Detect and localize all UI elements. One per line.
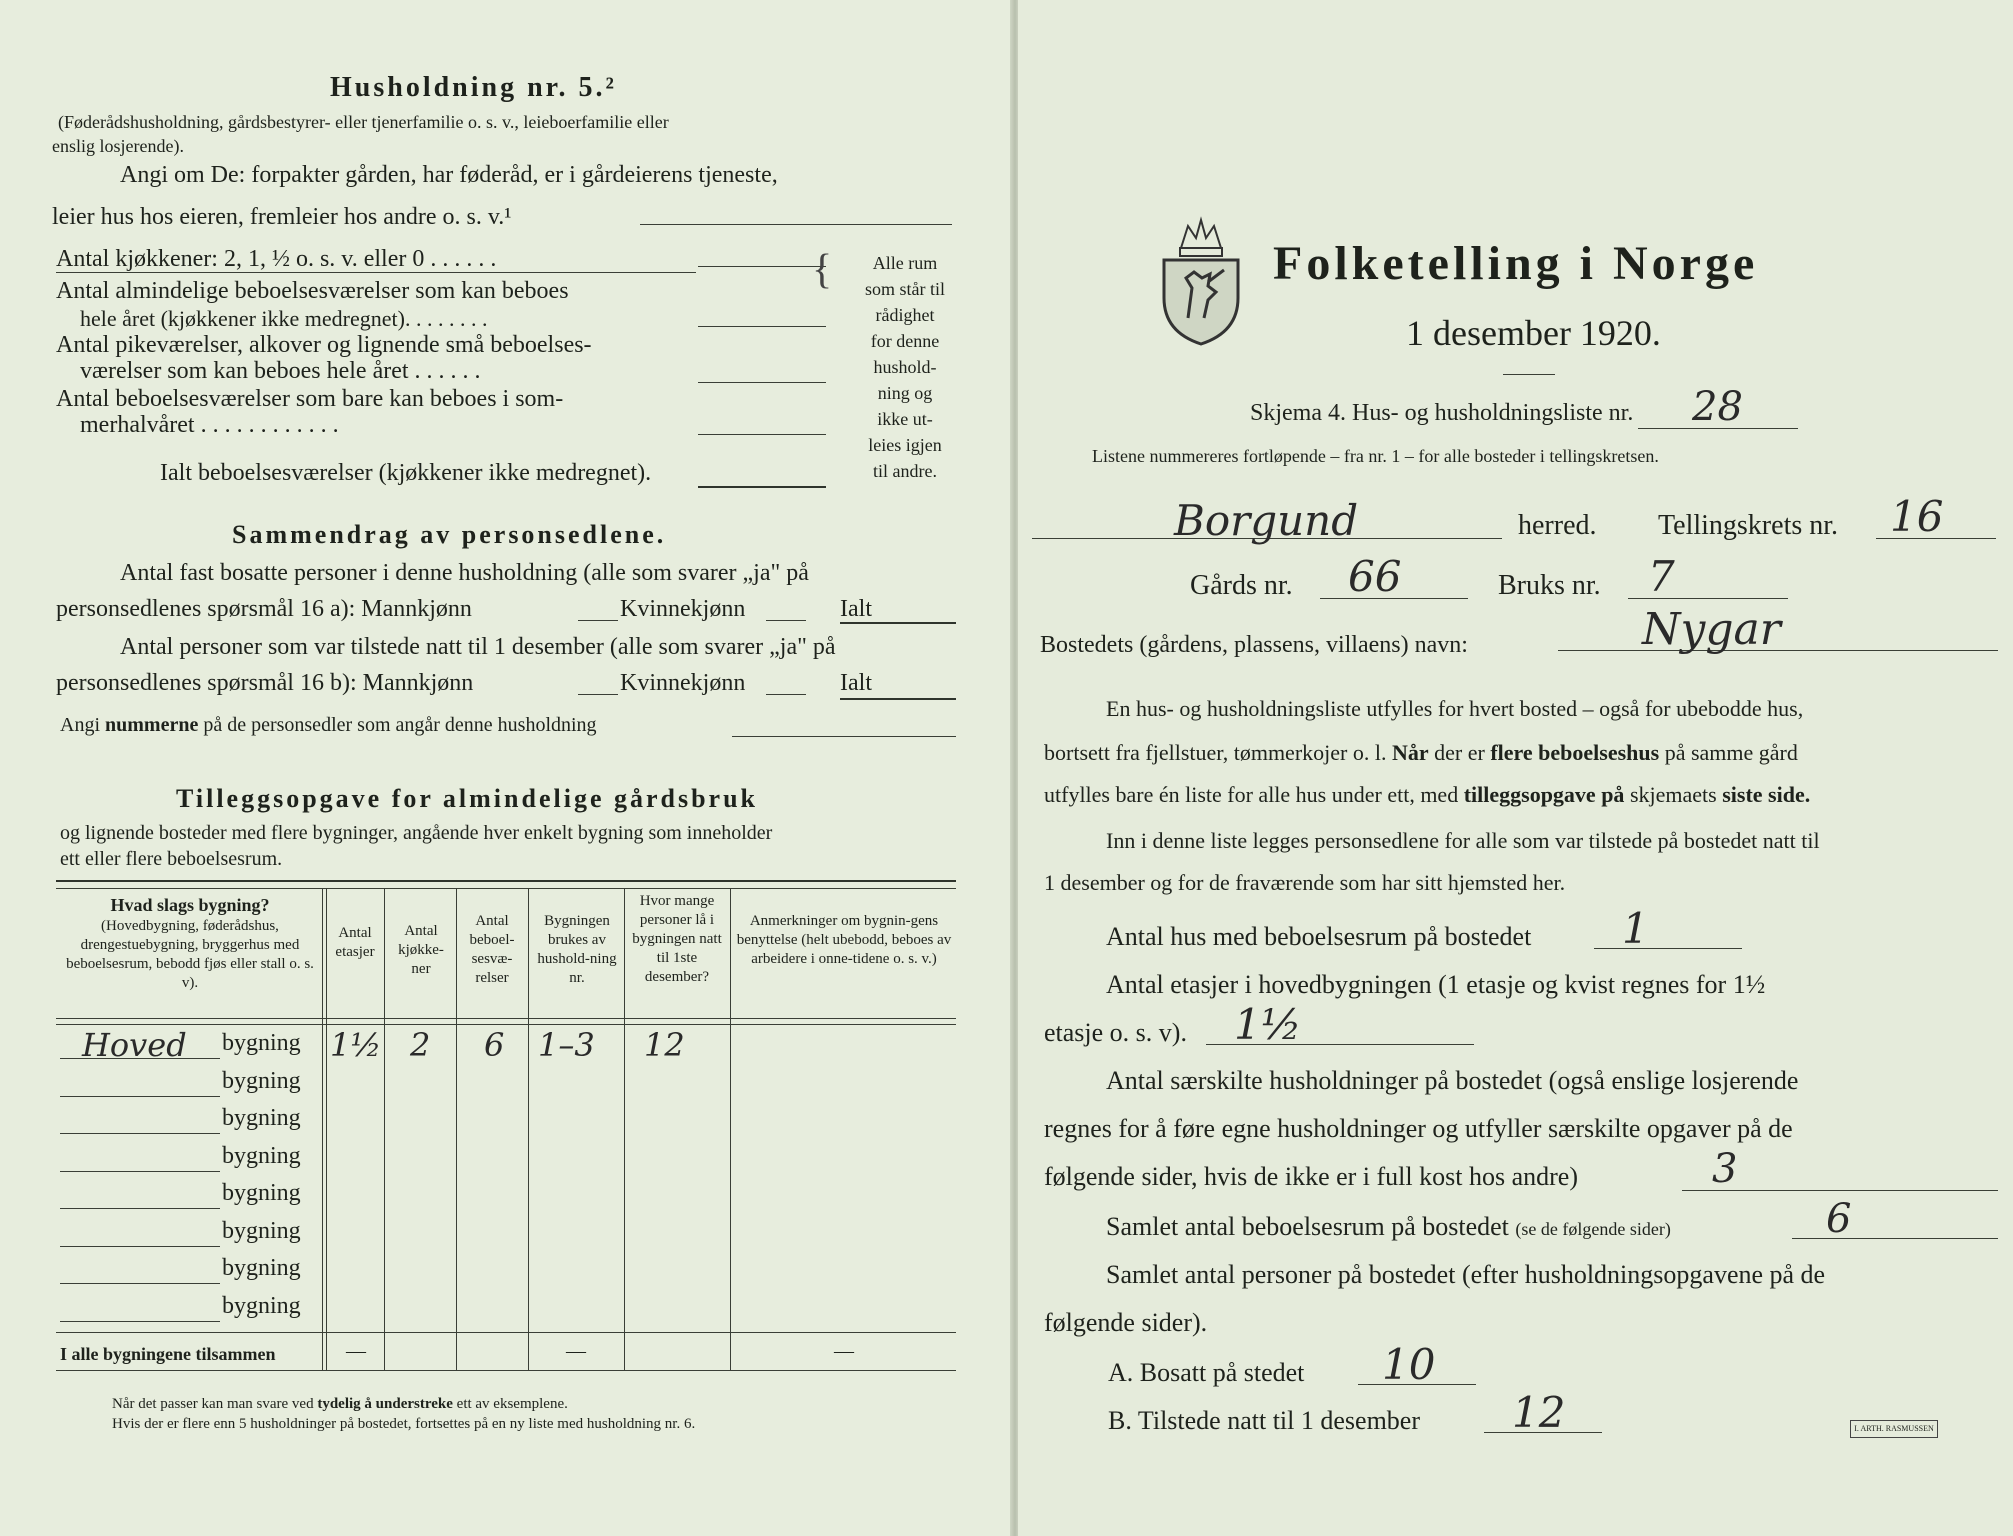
row-1-floors: 1½ — [330, 1026, 382, 1064]
floors-question-b: etasje o. s. v). — [1044, 1018, 1187, 1047]
household-title: Husholdning nr. 5.² — [330, 72, 617, 103]
table-row-line — [60, 1283, 220, 1284]
table-row-label: bygning — [222, 1292, 301, 1319]
vline — [384, 888, 385, 1370]
maid-answer-line — [698, 382, 826, 383]
para-2a: Inn i denne liste legges personsedlene for alle som var tilstede på bostedet natt til — [1106, 828, 1820, 853]
list-number: 28 — [1692, 384, 1743, 430]
supplement-text-1: og lignende bosteder med flere bygninger, angående hver enkelt bygning som inneholder — [60, 822, 773, 844]
norway-coat-of-arms-icon — [1158, 208, 1244, 346]
header-persons: Hvor mange personer lå i bygningen natt til 1ste desember? — [632, 893, 722, 985]
households-value: 3 — [1712, 1146, 1738, 1192]
thick — [56, 880, 956, 882]
persons-question-b: følgende sider). — [1044, 1308, 1208, 1337]
household-subtitle-2: enslig losjerende). — [52, 136, 184, 156]
side-note-line: til andre. — [873, 461, 937, 481]
vline — [326, 888, 327, 1370]
households-question-b: regnes for å føre egne husholdninger og utfyller særskilte opgaver på de — [1044, 1114, 1793, 1143]
line — [732, 736, 956, 737]
side-note-line: ikke ut- — [877, 409, 933, 429]
total-answer-line — [698, 486, 826, 488]
herred-label: herred. — [1518, 510, 1597, 541]
herred-value: Borgund — [1174, 496, 1359, 545]
vline — [528, 888, 529, 1370]
thick — [840, 622, 956, 624]
table-row-line — [60, 1246, 220, 1247]
bruks-value: 7 — [1648, 552, 1675, 601]
side-note-line: ning og — [877, 383, 933, 403]
line — [56, 1332, 956, 1333]
right-para1b-mid: der er — [1428, 740, 1491, 765]
schema-line: Skjema 4. Hus- og husholdningsliste nr. — [1250, 400, 1634, 426]
divider — [56, 272, 696, 273]
gards-label: Gårds nr. — [1190, 570, 1293, 601]
brace: { — [812, 247, 833, 293]
para-1c — [1044, 782, 1810, 808]
summer-answer-line — [698, 434, 826, 435]
line — [56, 888, 956, 889]
table-row-line — [60, 1171, 220, 1172]
right-para1b-post: på samme gård — [1659, 740, 1798, 765]
ordinary-rooms-label: Antal almindelige beboelsesværelser som kan beboes — [56, 278, 569, 304]
table-row-label: bygning — [222, 1180, 301, 1206]
summary-2: Antal personer som var tilstede natt til 1 desember (alle som svarer „ja" på — [120, 634, 836, 660]
census-title: Folketelling i Norge — [1273, 237, 1759, 290]
total-dash-floors: — — [346, 1340, 366, 1362]
side-note-line: som står til — [865, 279, 945, 299]
bosted-value: Nygar — [1642, 604, 1781, 655]
header-kitchens: Antal kjøkke-ner — [398, 923, 444, 977]
side-note-line: hushold- — [873, 357, 937, 377]
supplement-title: Tilleggsopgave for almindelige gårdsbruk — [176, 784, 759, 813]
row-1-persons: 12 — [644, 1026, 685, 1064]
side-note-line: leies igjen — [868, 435, 942, 455]
line — [56, 1024, 956, 1025]
right-q-rooms: Samlet antal beboelsesrum på bostedet — [1106, 1212, 1509, 1241]
gards-value: 66 — [1348, 552, 1402, 601]
left-table-headers-0-text: (Hovedbygning, føderådshus, drengestuebygning, bryggerhus med beboelsesrum, bebodd fjøs eller stall o. s. v). — [66, 918, 314, 991]
bosted-label: Bostedets (gårdens, plassens, villaens) navn: — [1040, 632, 1468, 658]
line — [578, 694, 618, 695]
rooms-question — [1106, 1212, 1671, 1242]
bruks-label: Bruks nr. — [1498, 570, 1601, 601]
left-footnote1-pre: Når det passer kan man svare ved — [112, 1396, 318, 1412]
row-1-household: 1–3 — [538, 1026, 595, 1064]
table-row-label: bygning — [222, 1217, 301, 1244]
krets-value: 16 — [1890, 492, 1944, 541]
ordinary-answer-line — [698, 326, 826, 327]
line — [766, 620, 806, 621]
maid-rooms-label-2: værelser som kan beboes hele året . . . . . . — [80, 358, 481, 384]
para-2b: 1 desember og for de fraværende som har sitt hjemsted her. — [1044, 870, 1566, 895]
line — [1594, 948, 1742, 949]
left-numbers-suffix: på de personsedler som angår denne husholdning — [198, 714, 597, 736]
line — [766, 694, 806, 695]
summary-2-ialt: Ialt — [840, 670, 872, 696]
numbers-line — [60, 714, 597, 737]
table-row-label: bygning — [222, 1067, 301, 1094]
table-row-label: bygning — [222, 1030, 301, 1056]
summer-rooms-label-2: merhalvåret . . . . . . . . . . . . — [80, 412, 339, 438]
numbering-note: Listene nummereres fortløpende – fra nr. 1 – for alle bosteder i tellingskretsen. — [1092, 446, 1659, 466]
header-floors: Antal etasjer — [335, 925, 375, 960]
left-numbers-prefix: Angi — [60, 714, 105, 736]
right-page — [1018, 0, 2013, 1536]
households-question: Antal særskilte husholdninger på bostedet (også enslige losjerende — [1106, 1066, 1799, 1095]
right-para1b-bold1: Når — [1391, 740, 1429, 765]
household-subtitle: (Føderådshusholdning, gårdsbestyrer- eller tjenerfamilie o. s. v., leieboerfamilie eller — [58, 112, 669, 132]
vline — [624, 888, 625, 1370]
header-building-type — [60, 896, 320, 993]
right-para1b-pre: bortsett fra fjellstuer, tømmerkojer o. l. — [1044, 740, 1392, 765]
side-note-line: for denne — [870, 331, 940, 351]
right-para1c-mid: skjemaets — [1624, 782, 1723, 807]
total-dash-household: — — [566, 1340, 586, 1362]
houses-value: 1 — [1622, 904, 1649, 953]
thick — [840, 698, 956, 700]
households-question-c: følgende sider, hvis de ikke er i full kost hos andre) — [1044, 1162, 1578, 1191]
floors-question: Antal etasjer i hovedbygningen (1 etasje og kvist regnes for 1½ — [1106, 970, 1766, 999]
header-rooms: Antal beboel-sesvæ-relser — [469, 913, 515, 986]
summary-2-kvinne: Kvinnekjønn — [620, 670, 746, 696]
divider — [1503, 374, 1555, 375]
table-row-label: bygning — [222, 1255, 301, 1281]
para-1b — [1044, 740, 1798, 766]
summary-1b: personsedlenes spørsmål 16 a): Mannkjønn — [56, 596, 472, 622]
left-footnote1-bold: tydelig å understreke — [317, 1396, 453, 1412]
maid-rooms-label: Antal pikeværelser, alkover og lignende små beboelses- — [56, 332, 592, 358]
persons-question: Samlet antal personer på bostedet (efter husholdningsopgavene på de — [1106, 1260, 1826, 1289]
left-footnote1-post: ett av eksemplene. — [452, 1396, 568, 1412]
summary-2b: personsedlenes spørsmål 16 b): Mannkjønn — [56, 670, 474, 696]
rooms-value: 6 — [1826, 1196, 1852, 1242]
line — [1792, 1238, 1998, 1239]
table-row-line — [60, 1321, 220, 1322]
houses-question: Antal hus med beboelsesrum på bostedet — [1106, 922, 1532, 951]
side-note — [850, 250, 960, 484]
table-row-line — [60, 1133, 220, 1134]
table-row-label: bygning — [222, 1142, 301, 1169]
header-remarks: Anmerkninger om bygnin-gens benyttelse (helt ubebodd, beboes av arbeidere i onne-tidene o. s. v.) — [736, 913, 952, 967]
supplement-text-2: ett eller flere beboelsesrum. — [60, 848, 283, 870]
total-dash-remarks: — — [834, 1340, 854, 1362]
summer-rooms-label: Antal beboelsesværelser som bare kan beboes i som- — [56, 386, 564, 412]
vline — [456, 888, 457, 1370]
row-1-rooms: 6 — [484, 1026, 505, 1064]
row-1-kitchens: 2 — [410, 1026, 431, 1064]
printer-stamp: I. ARTH. RASMUSSEN — [1850, 1420, 1938, 1438]
right-para1b-bold2: flere beboelseshus — [1490, 740, 1660, 765]
census-date: 1 desember 1920. — [1406, 313, 1661, 353]
line — [56, 1018, 956, 1019]
table-row-label: bygning — [222, 1105, 301, 1131]
row-1-prefix: Hoved — [82, 1026, 187, 1064]
table-row-line — [60, 1096, 220, 1097]
floors-value: 1½ — [1234, 1000, 1302, 1049]
right-para1c-pre: utfylles bare én liste for alle hus under ett, med — [1044, 782, 1464, 807]
resident-label: A. Bosatt på stedet — [1108, 1358, 1305, 1387]
summary-title: Sammendrag av personsedlene. — [232, 520, 667, 549]
side-note-line: rådighet — [875, 305, 935, 325]
vline — [730, 888, 731, 1370]
footnote-1 — [112, 1396, 568, 1413]
ordinary-rooms-label-2: hele året (kjøkkener ikke medregnet). . . . . . . . — [80, 306, 488, 331]
line — [578, 620, 618, 621]
krets-label: Tellingskrets nr. — [1658, 510, 1839, 541]
right-q-rooms-small: (se de følgende sider) — [1515, 1219, 1671, 1239]
para-1a: En hus- og husholdningsliste utfylles for hvert bosted – også for ubebodde hus, — [1106, 696, 1804, 721]
right-para1c-bold2: siste side. — [1722, 782, 1811, 807]
summary-1-ialt: Ialt — [840, 596, 872, 622]
header-household: Bygningen brukes av hushold-ning nr. — [537, 913, 617, 986]
left-numbers-bold: nummerne — [105, 714, 199, 736]
question-1b: leier hus hos eieren, fremleier hos andre o. s. v.¹ — [52, 204, 512, 230]
summary-1: Antal fast bosatte personer i denne husholdning (alle som svarer „ja" på — [120, 560, 809, 586]
line — [56, 1370, 956, 1371]
table-row-line — [60, 1208, 220, 1209]
kitchens-answer-line — [698, 266, 826, 267]
present-label: B. Tilstede natt til 1 desember — [1108, 1406, 1420, 1435]
resident-value: 10 — [1382, 1340, 1436, 1389]
left-table-headers-0-bold: Hvad slags bygning? — [110, 895, 270, 915]
side-note-line: Alle rum — [872, 253, 938, 273]
vline — [322, 888, 323, 1370]
kitchens-label: Antal kjøkkener: 2, 1, ½ o. s. v. eller 0 . . . . . . — [56, 246, 497, 272]
total-rooms-label: Ialt beboelsesværelser (kjøkkener ikke medregnet). — [160, 460, 652, 486]
question-1: Angi om De: forpakter gården, har føderåd, er i gårdeierens tjeneste, — [120, 162, 778, 188]
summary-1-kvinne: Kvinnekjønn — [620, 596, 746, 622]
answer-line — [640, 224, 952, 225]
present-value: 12 — [1512, 1388, 1566, 1437]
total-row-label: I alle bygningene tilsammen — [60, 1344, 276, 1364]
footnote-2: Hvis der er flere enn 5 husholdninger på bostedet, fortsettes på en ny liste med husholdning nr. 6. — [112, 1416, 696, 1432]
right-para1c-bold1: tilleggsopgave på — [1463, 782, 1625, 807]
